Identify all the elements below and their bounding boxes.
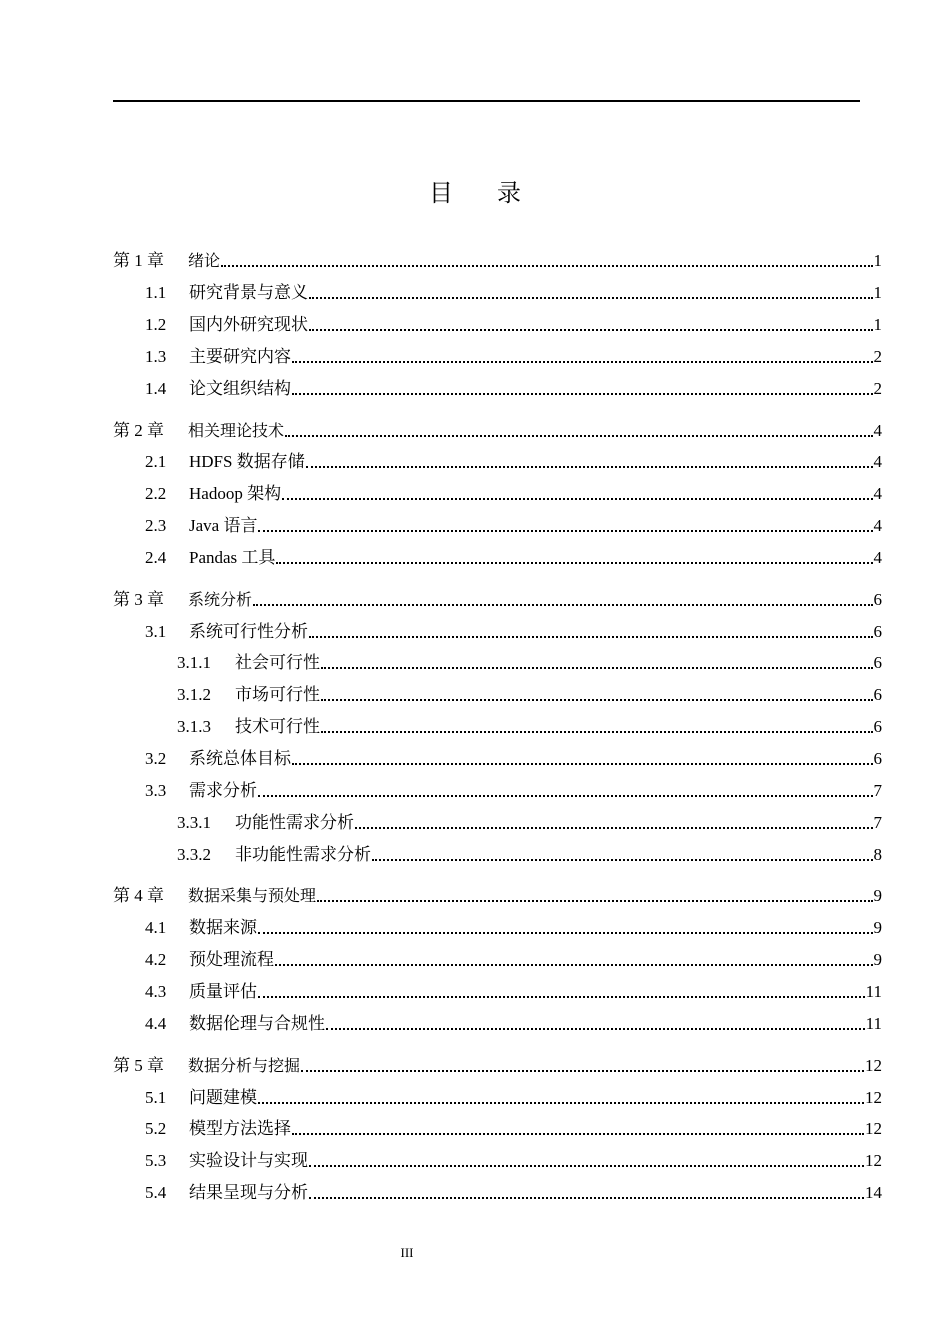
toc-entry-page: 4 xyxy=(873,548,882,567)
toc-entry-title: 国内外研究现状 xyxy=(189,315,308,334)
toc-entry-page: 9 xyxy=(873,886,882,905)
toc-entry-title: 问题建模 xyxy=(189,1088,257,1107)
toc-entry-number: 1.1 xyxy=(145,283,167,302)
toc-dot-leader xyxy=(309,1193,864,1199)
toc-dot-leader xyxy=(321,695,873,701)
toc-entry-number: 3.1 xyxy=(145,622,167,641)
toc-entry-page: 12 xyxy=(865,1151,882,1170)
toc-entry-number: 2.1 xyxy=(145,452,167,471)
toc-entry-page: 4 xyxy=(873,421,882,440)
toc-title-char-1: 目 xyxy=(429,181,453,207)
toc-dot-leader xyxy=(309,325,873,331)
toc-dot-leader xyxy=(309,1161,864,1167)
toc-title-char-2: 录 xyxy=(497,181,521,207)
toc-entry-title: 系统可行性分析 xyxy=(189,622,308,641)
toc-subsection-entry[interactable] xyxy=(113,842,882,866)
toc-entry-page: 4 xyxy=(873,484,882,503)
toc-entry-page: 6 xyxy=(873,590,882,609)
toc-section-entry[interactable] xyxy=(113,1148,882,1172)
toc-section-entry[interactable] xyxy=(113,376,882,400)
toc-entry-title: 绪论 xyxy=(188,251,221,270)
toc-dot-leader xyxy=(292,389,873,395)
toc-chapter-entry[interactable] xyxy=(113,883,882,907)
toc-section-entry[interactable] xyxy=(113,619,882,643)
toc-entry-number: 第 3 章 xyxy=(113,590,164,609)
toc-section-entry[interactable] xyxy=(113,481,882,505)
toc-entry-number: 3.1.2 xyxy=(177,685,211,704)
toc-entry-number: 1.3 xyxy=(145,347,167,366)
toc-entry-number: 4.1 xyxy=(145,918,167,937)
toc-dot-leader xyxy=(276,558,872,564)
toc-entry-number: 1.2 xyxy=(145,315,167,334)
toc-subsection-entry[interactable] xyxy=(113,810,882,834)
toc-dot-leader xyxy=(221,261,872,267)
toc-section-entry[interactable] xyxy=(113,1085,882,1109)
toc-dot-leader xyxy=(355,823,873,829)
toc-entry-page: 6 xyxy=(873,685,882,704)
toc-entry-number: 5.1 xyxy=(145,1088,167,1107)
toc-entry-title: 数据伦理与合规性 xyxy=(189,1014,325,1033)
toc-section-entry[interactable] xyxy=(113,449,882,473)
toc-dot-leader xyxy=(258,791,873,797)
toc-section-entry[interactable] xyxy=(113,746,882,770)
toc-entry-number: 第 4 章 xyxy=(113,886,164,905)
toc-chapter-entry[interactable] xyxy=(113,587,882,611)
toc-dot-leader xyxy=(309,293,873,299)
toc-entry-title: 结果呈现与分析 xyxy=(189,1183,308,1202)
toc-dot-leader xyxy=(275,960,873,966)
toc-entry-page: 1 xyxy=(873,283,882,302)
toc-section-entry[interactable] xyxy=(113,513,882,537)
toc-dot-leader xyxy=(306,462,873,468)
toc-entry-number: 第 5 章 xyxy=(113,1056,164,1075)
toc-entry-page: 7 xyxy=(873,813,882,832)
toc-entry-page: 6 xyxy=(873,653,882,672)
toc-dot-leader xyxy=(301,1066,864,1072)
toc-dot-leader xyxy=(258,992,865,998)
toc-dot-leader xyxy=(258,526,872,532)
toc-dot-leader xyxy=(258,928,873,934)
toc-entry-number: 2.3 xyxy=(145,516,167,535)
toc-entry-page: 12 xyxy=(865,1088,882,1107)
toc-entry-page: 12 xyxy=(865,1056,882,1075)
toc-entry-page: 7 xyxy=(873,781,882,800)
toc-chapter-entry[interactable] xyxy=(113,418,882,442)
toc-entry-page: 2 xyxy=(873,379,882,398)
toc-entry-title: HDFS 数据存储 xyxy=(189,452,305,471)
toc-entry-title: 非功能性需求分析 xyxy=(235,845,371,864)
toc-dot-leader xyxy=(317,896,872,902)
toc-entry-number: 5.2 xyxy=(145,1119,167,1138)
toc-entry-page: 9 xyxy=(873,918,882,937)
toc-entry-page: 14 xyxy=(865,1183,882,1202)
toc-dot-leader xyxy=(253,600,872,606)
toc-entry-title: 研究背景与意义 xyxy=(189,283,308,302)
toc-dot-leader xyxy=(292,759,873,765)
header-rule xyxy=(113,100,860,102)
toc-dot-leader xyxy=(258,1098,864,1104)
toc-entry-title: 技术可行性 xyxy=(235,717,320,736)
toc-entry-title: 需求分析 xyxy=(189,781,257,800)
toc-entry-title: 数据来源 xyxy=(189,918,257,937)
toc-section-entry[interactable] xyxy=(113,312,882,336)
toc-entry-title: 数据分析与挖掘 xyxy=(188,1056,301,1075)
toc-entry-number: 2.4 xyxy=(145,548,167,567)
toc-entry-number: 3.2 xyxy=(145,749,167,768)
toc-section-entry[interactable] xyxy=(113,344,882,368)
toc-entry-title: 系统分析 xyxy=(188,590,253,609)
toc-chapter-entry[interactable] xyxy=(113,1053,882,1077)
toc-entry-title: 数据采集与预处理 xyxy=(188,886,317,905)
toc-entry-page: 4 xyxy=(873,516,882,535)
toc-entry-page: 1 xyxy=(873,315,882,334)
toc-dot-leader xyxy=(292,1129,864,1135)
toc-entry-title: 实验设计与实现 xyxy=(189,1151,308,1170)
toc-entry-number: 3.1.1 xyxy=(177,653,211,672)
toc-entry-page: 9 xyxy=(873,950,882,969)
toc-entry-title: 论文组织结构 xyxy=(189,379,291,398)
toc-entry-title: 社会可行性 xyxy=(235,653,320,672)
toc-entry-number: 3.3 xyxy=(145,781,167,800)
toc-dot-leader xyxy=(282,494,872,500)
toc-entry-number: 5.4 xyxy=(145,1183,167,1202)
toc-section-entry[interactable] xyxy=(113,1011,882,1035)
toc-entry-page: 6 xyxy=(873,622,882,641)
toc-entry-title: 系统总体目标 xyxy=(189,749,291,768)
toc-entry-number: 2.2 xyxy=(145,484,167,503)
toc-section-entry[interactable] xyxy=(113,1116,882,1140)
toc-section-entry[interactable] xyxy=(113,979,882,1003)
toc-entry-page: 12 xyxy=(865,1119,882,1138)
toc-dot-leader xyxy=(372,855,873,861)
toc-entry-number: 4.4 xyxy=(145,1014,167,1033)
toc-entry-page: 6 xyxy=(873,749,882,768)
toc-section-entry[interactable] xyxy=(113,915,882,939)
page-number: III xyxy=(400,1245,414,1260)
toc-entry-title: 市场可行性 xyxy=(235,685,320,704)
toc-entry-number: 3.1.3 xyxy=(177,717,211,736)
toc-entry-page: 4 xyxy=(873,452,882,471)
toc-entry-number: 第 2 章 xyxy=(113,421,164,440)
toc-entry-page: 1 xyxy=(873,251,882,270)
toc-entry-number: 5.3 xyxy=(145,1151,167,1170)
toc-section-entry[interactable] xyxy=(113,1180,882,1204)
toc-section-entry[interactable] xyxy=(113,280,882,304)
toc-entry-title: 预处理流程 xyxy=(189,950,274,969)
toc-section-entry[interactable] xyxy=(113,778,882,802)
toc-entry-title: 主要研究内容 xyxy=(189,347,291,366)
toc-dot-leader xyxy=(321,727,873,733)
toc-entry-number: 4.2 xyxy=(145,950,167,969)
toc-entry-number: 1.4 xyxy=(145,379,167,398)
toc-subsection-entry[interactable] xyxy=(113,682,882,706)
toc-entry-title: 质量评估 xyxy=(189,982,257,1001)
toc-dot-leader xyxy=(321,663,873,669)
toc-entry-page: 11 xyxy=(865,982,882,1001)
toc-entry-title: Pandas 工具 xyxy=(189,548,276,567)
toc-chapter-entry[interactable] xyxy=(113,248,882,272)
toc-entry-page: 8 xyxy=(873,845,882,864)
toc-dot-leader xyxy=(285,431,872,437)
toc-entry-title: 功能性需求分析 xyxy=(235,813,354,832)
toc-entry-number: 4.3 xyxy=(145,982,167,1001)
toc-entry-page: 11 xyxy=(865,1014,882,1033)
toc-entry-number: 第 1 章 xyxy=(113,251,164,270)
toc-subsection-entry[interactable] xyxy=(113,714,882,738)
toc-entry-number: 3.3.1 xyxy=(177,813,211,832)
toc-title xyxy=(0,178,950,210)
toc-entry-page: 6 xyxy=(873,717,882,736)
toc-entry-title: Java 语言 xyxy=(189,516,258,535)
toc-entry-page: 2 xyxy=(873,347,882,366)
toc-entry-title: 相关理论技术 xyxy=(188,421,285,440)
toc-dot-leader xyxy=(326,1024,865,1030)
toc-entry-title: 模型方法选择 xyxy=(189,1119,291,1138)
toc-section-entry[interactable] xyxy=(113,947,882,971)
toc-entry-number: 3.3.2 xyxy=(177,845,211,864)
toc-dot-leader xyxy=(292,357,873,363)
toc-subsection-entry[interactable] xyxy=(113,650,882,674)
toc-section-entry[interactable] xyxy=(113,545,882,569)
toc-dot-leader xyxy=(309,632,873,638)
toc-entry-title: Hadoop 架构 xyxy=(189,484,282,503)
